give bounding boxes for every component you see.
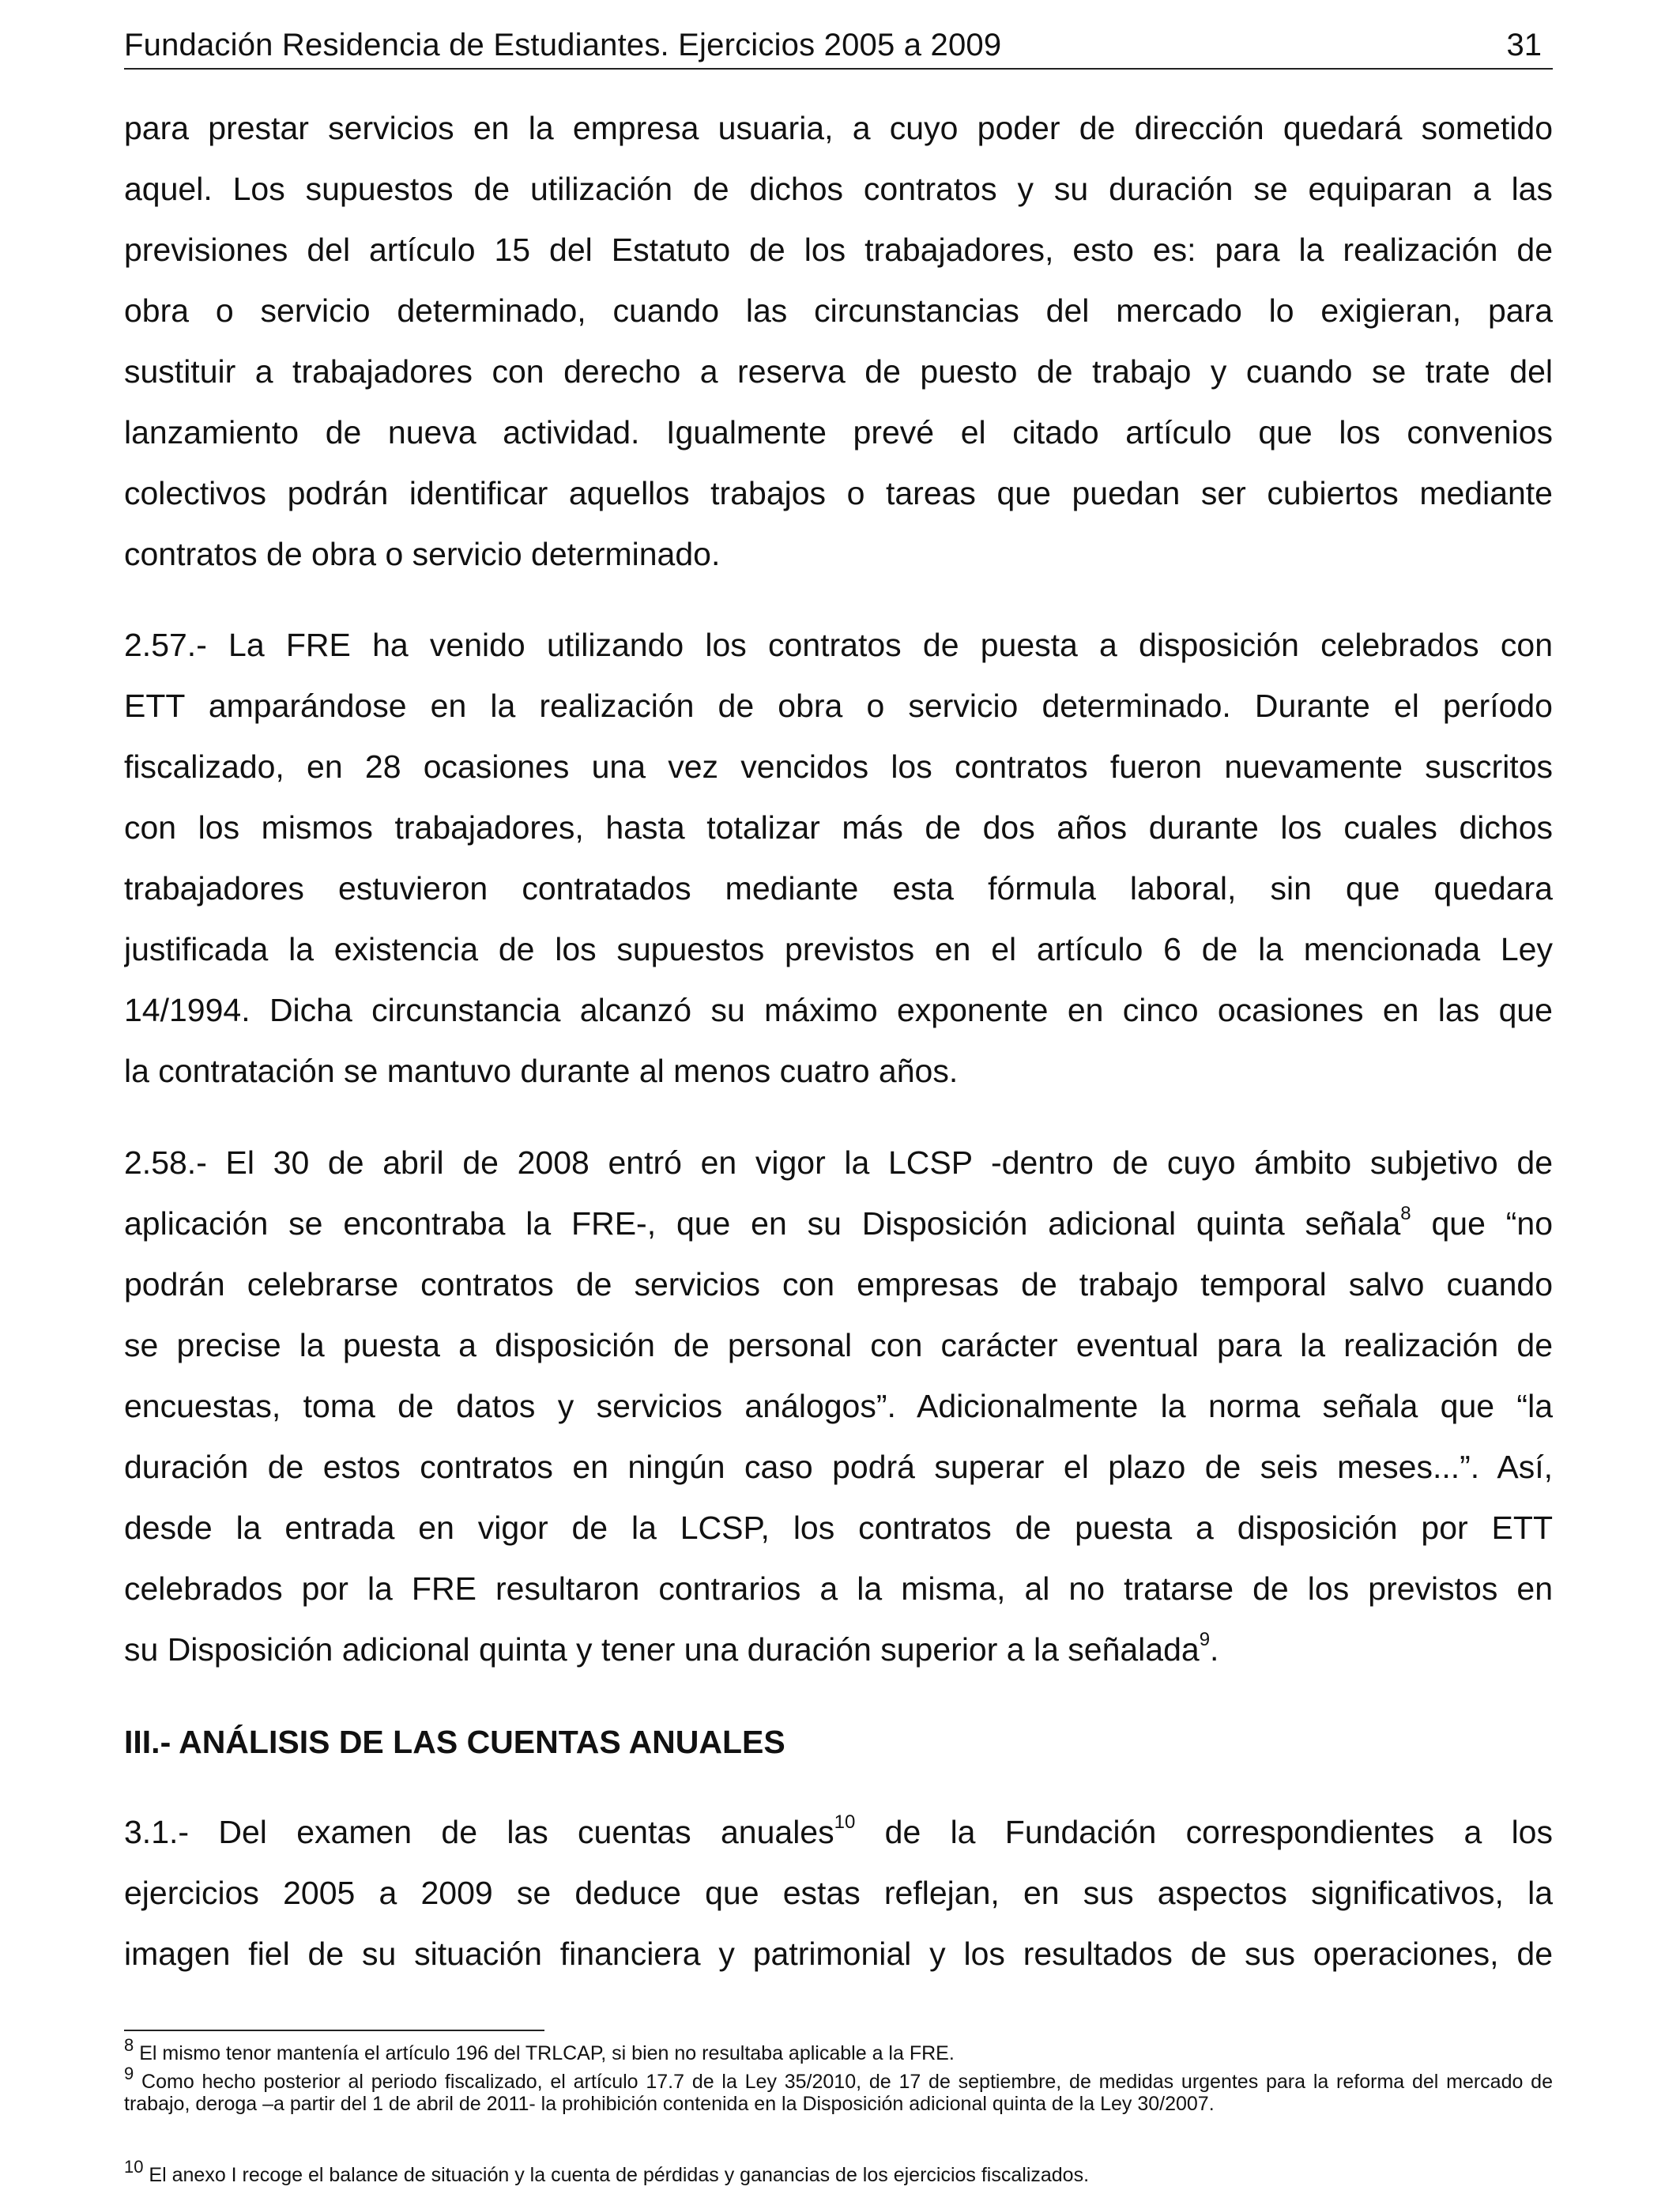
text-line: justificada la existencia de los supuestos previstos en el artículo 6 de la mencionada Ley xyxy=(124,931,1553,967)
footnote-ref-10: 10 xyxy=(834,1811,856,1834)
text-line: para prestar servicios en la empresa usuaria, a cuyo poder de dirección quedará sometido xyxy=(124,110,1553,146)
footnote-9 xyxy=(124,2063,1553,2115)
text-line: previsiones del artículo 15 del Estatuto de los trabajadores, esto es: para la realización de xyxy=(124,232,1553,268)
footnote-text: Como hecho posterior al periodo fiscalizado, el artículo 17.7 de la Ley 35/2010, de 17 de septiembre, de medidas urgentes para la reforma del mercado de trabajo, deroga –a partir del 1 de abril de 2011- la prohibición contenida en la Disposición adicional quinta de la Ley 30/2007. xyxy=(124,2071,1553,2115)
footnote-8 xyxy=(124,2034,1553,2064)
text-run: de la Fundación correspondientes a los xyxy=(855,1814,1553,1850)
page-number: 31 xyxy=(1506,28,1542,62)
text-line: con los mismos trabajadores, hasta totalizar más de dos años durante los cuales dichos xyxy=(124,809,1553,846)
text-line: sustituir a trabajadores con derecho a reserva de puesto de trabajo y cuando se trate del xyxy=(124,353,1553,390)
footnote-number: 8 xyxy=(124,2034,134,2055)
text-line: duración de estos contratos en ningún caso podrá superar el plazo de seis meses...”. Así, xyxy=(124,1449,1553,1485)
text-line xyxy=(124,1193,1553,1254)
text-line: fiscalizado, en 28 ocasiones una vez vencidos los contratos fueron nuevamente suscritos xyxy=(124,748,1553,785)
text-line: obra o servicio determinado, cuando las circunstancias del mercado lo exigieran, para xyxy=(124,292,1553,329)
text-line: ETT amparándose en la realización de obra o servicio determinado. Durante el período xyxy=(124,688,1553,724)
text-line xyxy=(124,1619,1553,1680)
text-line: 2.58.- El 30 de abril de 2008 entró en vigor la LCSP -dentro de cuyo ámbito subjetivo de xyxy=(124,1144,1553,1181)
text-run: su Disposición adicional quinta y tener una duración superior a la señalada xyxy=(124,1631,1200,1668)
paragraph-1 xyxy=(124,98,1553,585)
text-run: que “no xyxy=(1411,1205,1553,1242)
text-line: aquel. Los supuestos de utilización de dichos contratos y su duración se equiparan a las xyxy=(124,171,1553,207)
text-line: celebrados por la FRE resultaron contrarios a la misma, al no tratarse de los previstos en xyxy=(124,1570,1553,1607)
footnote-text: El anexo I recoge el balance de situación y la cuenta de pérdidas y ganancias de los ejercicios fiscalizados. xyxy=(143,2164,1090,2186)
paragraph-2-57 xyxy=(124,615,1553,1102)
footnote-ref-9: 9 xyxy=(1199,1629,1211,1651)
footnote-ref-8: 8 xyxy=(1400,1203,1411,1225)
paragraph-2-58 xyxy=(124,1133,1553,1680)
footnote-separator xyxy=(124,2030,544,2031)
text-line: colectivos podrán identificar aquellos trabajos o tareas que puedan ser cubiertos mediante xyxy=(124,475,1553,511)
text-line: imagen fiel de su situación financiera y patrimonial y los resultados de sus operaciones, de xyxy=(124,1936,1553,1972)
text-run: 3.1.- Del examen de las cuentas anuales xyxy=(124,1814,834,1850)
footnote-number: 10 xyxy=(124,2156,144,2177)
footnote-10 xyxy=(124,2156,1553,2186)
text-line: ejercicios 2005 a 2009 se deduce que estas reflejan, en sus aspectos significativos, la xyxy=(124,1875,1553,1911)
footnote-text: El mismo tenor mantenía el artículo 196 del TRLCAP, si bien no resultaba aplicable a la FRE. xyxy=(134,2042,955,2064)
footnote-number: 9 xyxy=(124,2063,134,2083)
text-line: lanzamiento de nueva actividad. Igualmente prevé el citado artículo que los convenios xyxy=(124,414,1553,450)
page-header xyxy=(124,22,1553,70)
text-line: podrán celebrarse contratos de servicios con empresas de trabajo temporal salvo cuando xyxy=(124,1266,1553,1302)
section-heading: III.- ANÁLISIS DE LAS CUENTAS ANUALES xyxy=(124,1724,785,1760)
text-line: 2.57.- La FRE ha venido utilizando los contratos de puesta a disposición celebrados con xyxy=(124,627,1553,663)
text-run: . xyxy=(1210,1631,1219,1668)
text-line xyxy=(124,1802,1553,1863)
text-line: contratos de obra o servicio determinado. xyxy=(124,536,721,572)
header-title: Fundación Residencia de Estudiantes. Ejercicios 2005 a 2009 xyxy=(124,28,1002,62)
text-line: desde la entrada en vigor de la LCSP, los contratos de puesta a disposición por ETT xyxy=(124,1510,1553,1546)
text-line: encuestas, toma de datos y servicios análogos”. Adicionalmente la norma señala que “la xyxy=(124,1388,1553,1424)
text-run: aplicación se encontraba la FRE-, que en su Disposición adicional quinta señala xyxy=(124,1205,1401,1242)
text-line: trabajadores estuvieron contratados mediante esta fórmula laboral, sin que quedara xyxy=(124,870,1553,907)
text-line: 14/1994. Dicha circunstancia alcanzó su máximo exponente en cinco ocasiones en las que xyxy=(124,992,1553,1028)
text-line: se precise la puesta a disposición de personal con carácter eventual para la realización de xyxy=(124,1327,1553,1363)
text-line: la contratación se mantuvo durante al menos cuatro años. xyxy=(124,1053,959,1089)
paragraph-3-1 xyxy=(124,1802,1553,1985)
